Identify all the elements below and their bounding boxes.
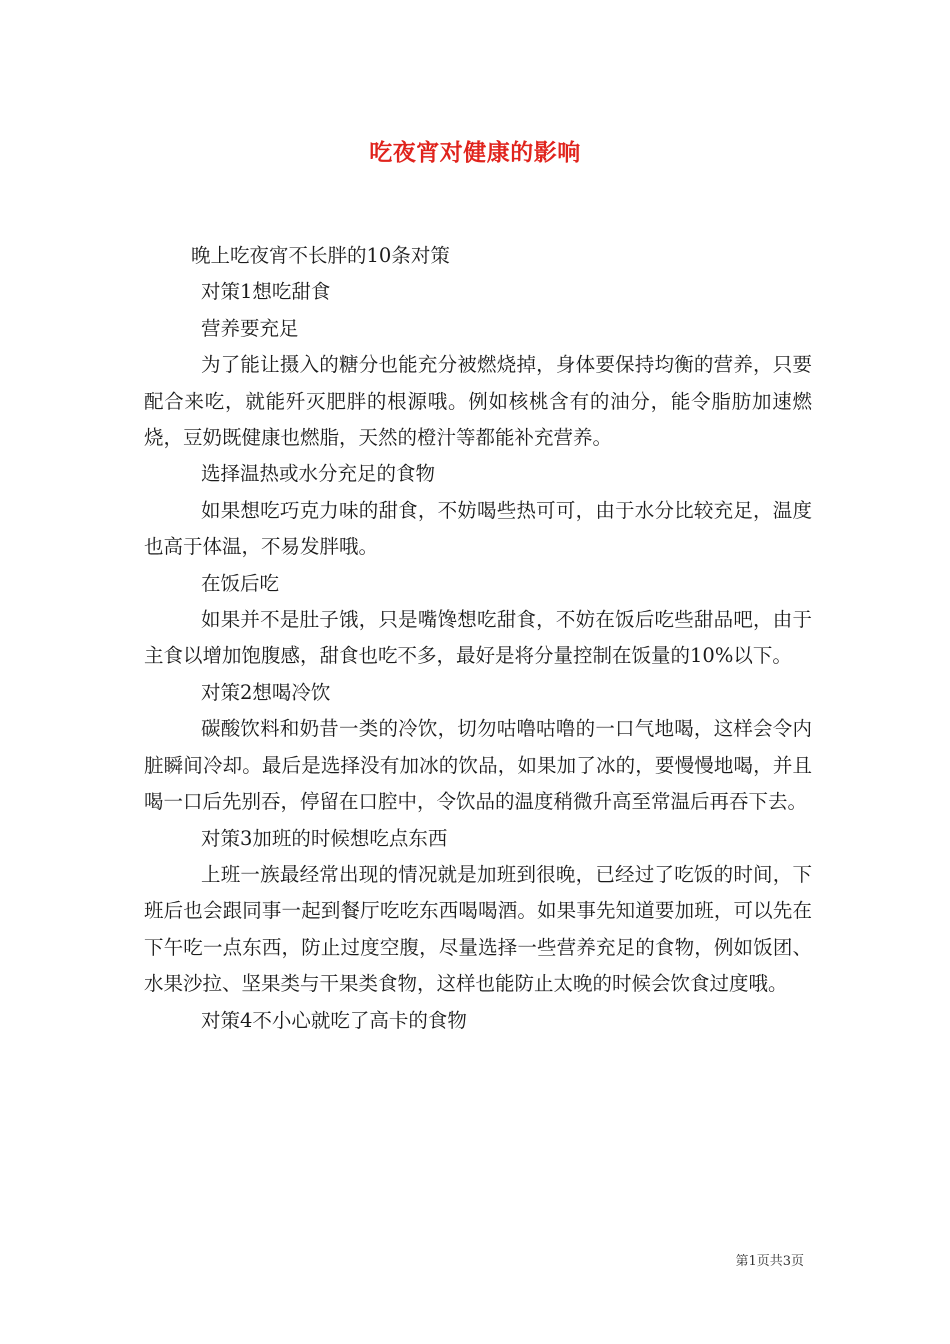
paragraph: 对策3加班的时候想吃点东西 [201,826,448,850]
paragraph: 营养要充足 [201,316,299,340]
paragraph: 对策2想喝冷饮 [201,680,331,704]
paragraph: 碳酸饮料和奶昔一类的冷饮，切勿咕噜咕噜的一口气地喝，这样会令内脏瞬间冷却。最后是选择没有加冰的饮品，如果加了冰的，要慢慢地喝，并且喝一口后先别吞，停留在口腔中，令饮品的温度稍微升高至常温后再吞下去。 [144,717,812,814]
paragraph: 在饭后吃 [201,571,280,595]
document-title: 吃夜宵对健康的影响 [369,139,581,166]
paragraph: 为了能让摄入的糖分也能充分被燃烧掉，身体要保持均衡的营养，只要配合来吃，就能歼灭肥胖的根源哦。例如核桃含有的油分，能令脂肪加速燃烧，豆奶既健康也燃脂，天然的橙汁等都能补充营养。 [144,353,812,450]
paragraph: 晚上吃夜宵不长胖的10条对策 [191,244,450,267]
document-body [144,238,812,1039]
paragraph: 如果并不是肚子饿，只是嘴馋想吃甜食，不妨在饭后吃些甜品吧，由于主食以增加饱腹感，甜食也吃不多，最好是将分量控制在饭量的10%以下。 [144,608,812,668]
paragraph: 选择温热或水分充足的食物 [201,462,436,486]
paragraph: 上班一族最经常出现的情况就是加班到很晚，已经过了吃饭的时间，下班后也会跟同事一起到餐厅吃吃东西喝喝酒。如果事先知道要加班，可以先在下午吃一点东西，防止过度空腹，尽量选择一些营养充足的食物，例如饭团、水果沙拉、坚果类与干果类食物，这样也能防止太晚的时候会饮食过度哦。 [144,862,812,996]
page-number: 第1页共3页 [735,1254,804,1269]
paragraph: 对策4不小心就吃了高卡的食物 [201,1008,467,1032]
paragraph: 对策1想吃甜食 [201,280,331,304]
paragraph: 如果想吃巧克力味的甜食，不妨喝些热可可，由于水分比较充足，温度也高于体温，不易发胖哦。 [144,498,812,559]
